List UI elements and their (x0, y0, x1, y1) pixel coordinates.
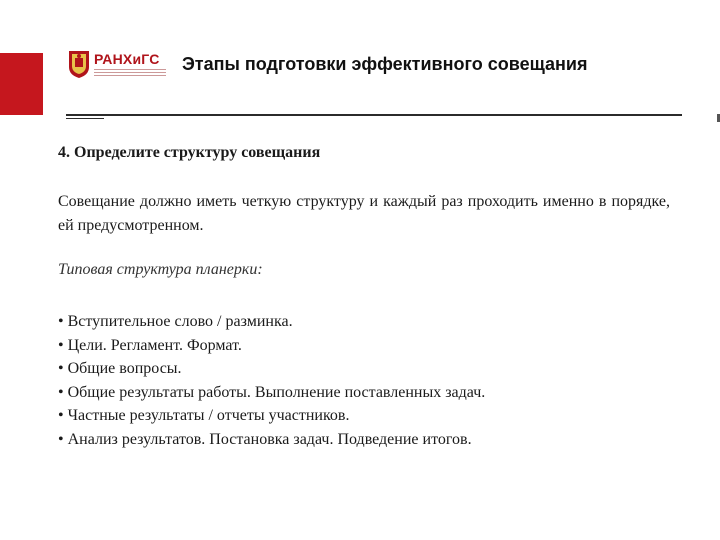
structure-list (58, 310, 485, 451)
list-item: • Общие вопросы. (58, 360, 182, 377)
list-item: • Цели. Регламент. Формат. (58, 336, 242, 354)
emblem-icon (66, 49, 92, 79)
accent-bar (0, 53, 43, 115)
list-item: • Анализ результатов. Постановка задач. Подведение итогов. (58, 430, 472, 448)
intro-paragraph: Совещание должно иметь четкую структуру и каждый раз проходить именно в порядке, ей предусмотренном. (58, 193, 670, 234)
section-heading: 4. Определите структуру совещания (58, 144, 321, 161)
title-divider (66, 114, 682, 116)
slide-title: Этапы подготовки эффективного совещания (182, 54, 588, 74)
list-item: • Вступительное слово / разминка. (58, 313, 293, 330)
logo-subtitle-lines (94, 69, 166, 77)
logo-text: РАНХиГС (94, 51, 160, 67)
ranepa-logo (66, 49, 166, 81)
list-item: • Общие результаты работы. Выполнение поставленных задач. (58, 383, 486, 401)
list-caption: Типовая структура планерки: (58, 261, 263, 278)
title-divider-accent (66, 118, 104, 119)
list-item: • Частные результаты / отчеты участников. (58, 407, 350, 424)
